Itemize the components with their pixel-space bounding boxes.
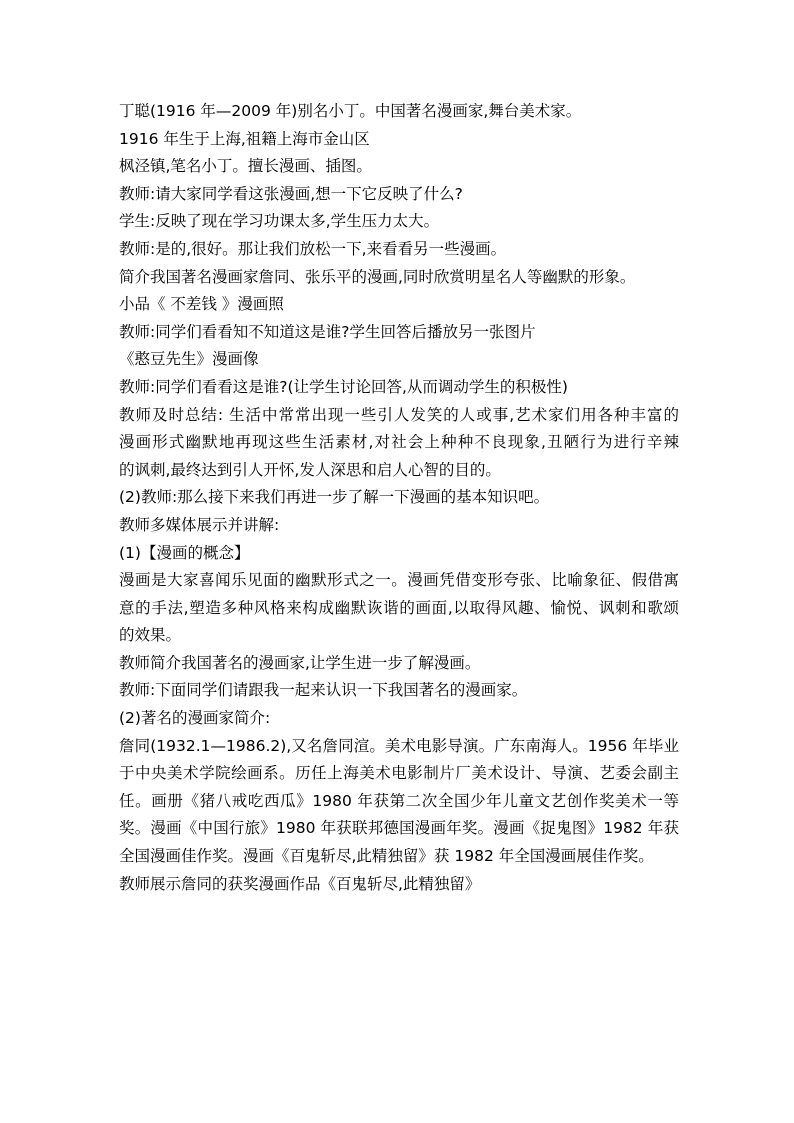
paragraph-line: 教师展示詹同的获奖漫画作品《百鬼斩尽,此精独留》 xyxy=(119,874,481,893)
paragraph-line: 奖。漫画《中国行旅》1980 年获联邦德国漫画年奖。漫画《捉鬼图》1982 年获 xyxy=(119,819,679,838)
paragraph-line: 教师:同学们看看这是谁?(让学生讨论回答,从而调动学生的积极性) xyxy=(119,377,568,396)
paragraph-line: 教师多媒体展示并讲解: xyxy=(119,515,280,534)
paragraph-line: 漫画是大家喜闻乐见面的幽默形式之一。漫画凭借变形夸张、比喻象征、假借寓 xyxy=(119,571,679,590)
paragraph-line: 教师:下面同学们请跟我一起来认识一下我国著名的漫画家。 xyxy=(119,681,528,700)
paragraph-line: 的讽刺,最终达到引人开怀,发人深思和启人心智的目的。 xyxy=(119,460,501,479)
paragraph-line: 任。画册《猪八戒吃西瓜》1980 年获第二次全国少年儿童文艺创作奖美术一等 xyxy=(119,791,679,810)
paragraph-line: 的效果。 xyxy=(119,626,182,645)
section-heading: (1)【漫画的概念】 xyxy=(119,543,250,562)
paragraph-line: 詹同(1932.1—1986.2),又名詹同渲。美术电影导演。广东南海人。1956 年毕业 xyxy=(119,736,679,755)
paragraph-line: 教师简介我国著名的漫画家,让学生进一步了解漫画。 xyxy=(119,653,481,672)
paragraph-line: 教师:是的,很好。那让我们放松一下,来看看另一些漫画。 xyxy=(119,239,507,258)
paragraph-line: 教师:同学们看看知不知道这是谁?学生回答后播放另一张图片 xyxy=(119,322,536,341)
paragraph-line: 简介我国著名漫画家詹同、张乐平的漫画,同时欣赏明星名人等幽默的形象。 xyxy=(119,267,636,286)
paragraph-line: 教师及时总结: 生活中常常出现一些引人发笑的人或事,艺术家们用各种丰富的 xyxy=(119,405,679,424)
paragraph-line: 1916 年生于上海,祖籍上海市金山区 xyxy=(119,129,370,148)
section-heading: (2)著名的漫画家简介: xyxy=(119,709,271,728)
paragraph-line: 小品《 不差钱 》漫画照 xyxy=(119,295,284,314)
paragraph-line: 学生:反映了现在学习功课太多,学生压力太大。 xyxy=(119,212,440,231)
paragraph-line: 教师:请大家同学看这张漫画,想一下它反映了什么? xyxy=(119,184,463,203)
paragraph-line: 意的手法,塑造多种风格来构成幽默诙谐的画面,以取得风趣、愉悦、讽刺和歌颂 xyxy=(119,598,679,617)
paragraph-line: 《憨豆先生》漫画像 xyxy=(119,350,259,369)
paragraph-line: 于中央美术学院绘画系。历任上海美术电影制片厂美术设计、导演、艺委会副主 xyxy=(119,764,679,783)
paragraph-line: 丁聪(1916 年—2009 年)别名小丁。中国著名漫画家,舞台美术家。 xyxy=(119,102,582,120)
document-body xyxy=(119,98,679,898)
paragraph-line: 漫画形式幽默地再现这些生活素材,对社会上种种不良现象,丑陋行为进行辛辣 xyxy=(119,433,679,452)
paragraph-line: 全国漫画佳作奖。漫画《百鬼斩尽,此精独留》获 1982 年全国漫画展佳作奖。 xyxy=(119,847,654,866)
paragraph-line: (2)教师:那么接下来我们再进一步了解一下漫画的基本知识吧。 xyxy=(119,488,550,507)
paragraph-line: 枫泾镇,笔名小丁。擅长漫画、插图。 xyxy=(119,157,372,176)
